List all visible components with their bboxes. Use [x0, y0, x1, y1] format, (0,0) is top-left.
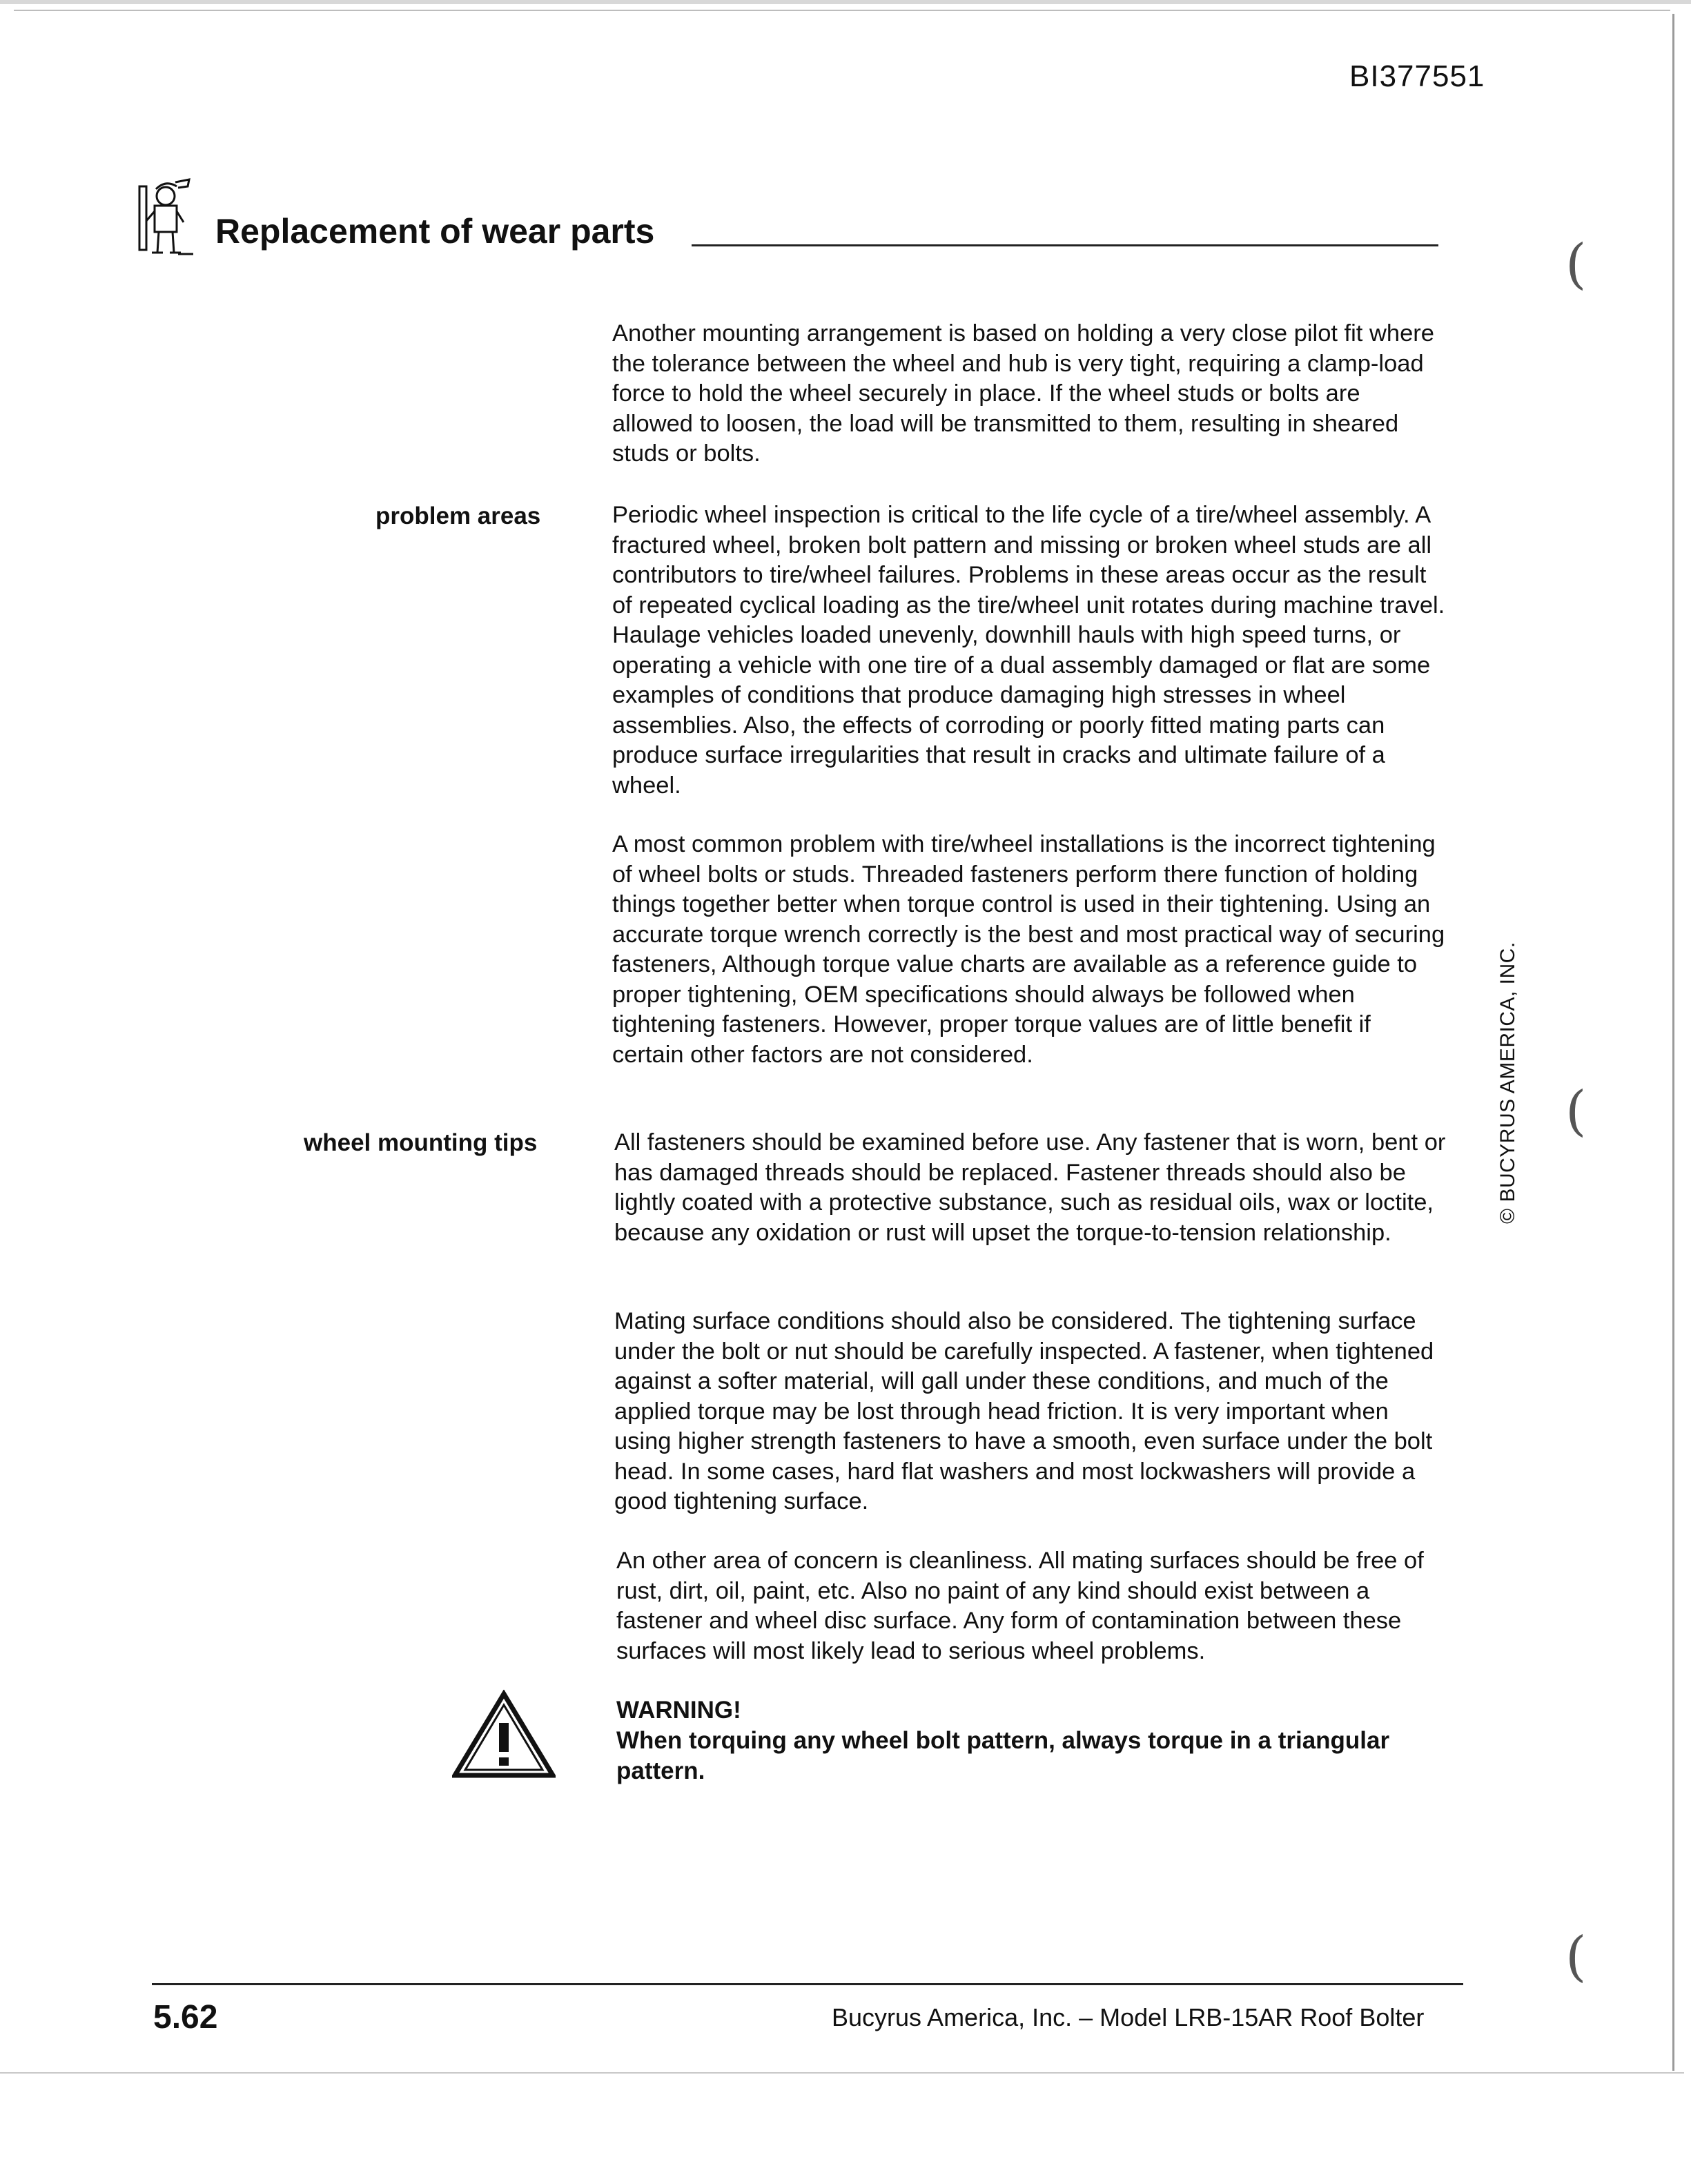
- scan-edge-top: [0, 0, 1691, 4]
- warning-triangle-icon: [452, 1690, 556, 1781]
- title-underline: [692, 244, 1438, 246]
- paragraph-common-problem: A most common problem with tire/wheel installations is the incorrect tightening of wheel bolts or studs. Threaded fasteners perform there function of holding things together better when torque control is used in their tightening. Using an accurate torque wrench correctly is the best and most practical way of securing fasteners, Although torque value charts are available as a reference guide to proper tightening, OEM specifications should always be followed when tightening fasteners. However, proper torque values are of little benefit if certain other factors are not considered.: [612, 831, 1445, 1068]
- mechanic-figure-icon: [135, 177, 193, 260]
- footer-text: Bucyrus America, Inc. – Model LRB-15AR Roof Bolter: [832, 2003, 1425, 2031]
- document-id: BI377551: [1349, 59, 1485, 93]
- paragraph-mounting-arrangement: Another mounting arrangement is based on holding a very close pilot fit where the tolerance between the wheel and hub is very tight, requiring a clamp-load force to hold the wheel securely in place. If the wheel studs or bolts are allowed to loosen, the load will be transmitted to them, resulting in sheared studs or bolts.: [612, 320, 1434, 467]
- paragraph-problem-areas: Periodic wheel inspection is critical to the life cycle of a tire/wheel assembly. A fractured wheel, broken bolt pattern and missing or broken wheel studs are all contributors to tire/wheel failures. Problems in these areas occur as the result of repeated cyclical loading as the tire/wheel unit rotates during machine travel. Haulage vehicles loaded unevenly, downhill hauls with high speed turns, or operating a vehicle with one tire of a dual assembly damaged or flat are some examples of conditions that produce damaging high stresses in wheel assemblies. Also, the effects of corroding or poorly fitted mating parts can produce surface irregularities that result in cracks and ultimate failure of a wheel.: [612, 502, 1445, 799]
- footer-rule: [152, 1983, 1463, 1985]
- side-label-problem-areas: problem areas: [375, 503, 541, 529]
- scan-edge-bottom: [0, 2072, 1684, 2074]
- section-title: Replacement of wear parts: [215, 212, 655, 251]
- copyright-notice: © BUCYRUS AMERICA, INC.: [1496, 942, 1519, 1224]
- paragraph-fasteners: All fasteners should be examined before use. Any fastener that is worn, bent or has damaged threads should be replaced. Fastener threads should also be lightly coated with a protective substance, such as residual oils, wax or loctite, because any oxidation or rust will upset the torque-to-tension relationship.: [614, 1129, 1446, 1246]
- paragraph-cleanliness: An other area of concern is cleanliness. All mating surfaces should be free of rust, dirt, oil, paint, etc. Also no paint of any kind should exist between a fastener and wheel disc surface. Any form of contamination between these surfaces will most likely lead to serious wheel problems.: [616, 1548, 1424, 1664]
- scan-mark-middle: (: [1565, 1080, 1587, 1142]
- page-number: 5.62: [153, 1999, 218, 2036]
- scan-edge-right: [1672, 14, 1674, 2071]
- scan-mark-bottom: (: [1565, 1926, 1587, 1988]
- paragraph-mating-surface: Mating surface conditions should also be considered. The tightening surface under the bolt or nut should be carefully inspected. A fastener, when tightened against a softer material, will gall under these conditions, and much of the applied torque may be lost through head friction. It is very important when using higher strength fasteners to have a smooth, even surface under the bolt head. In some cases, hard flat washers and most lockwashers will provide a good tightening surface.: [614, 1308, 1434, 1514]
- warning-text: When torquing any wheel bolt pattern, always torque in a triangular pattern.: [616, 1727, 1390, 1784]
- side-label-wheel-mounting-tips: wheel mounting tips: [304, 1129, 538, 1156]
- scan-mark-top: (: [1565, 233, 1587, 295]
- scan-edge-top-line: [14, 10, 1670, 11]
- warning-title: WARNING!: [616, 1697, 741, 1724]
